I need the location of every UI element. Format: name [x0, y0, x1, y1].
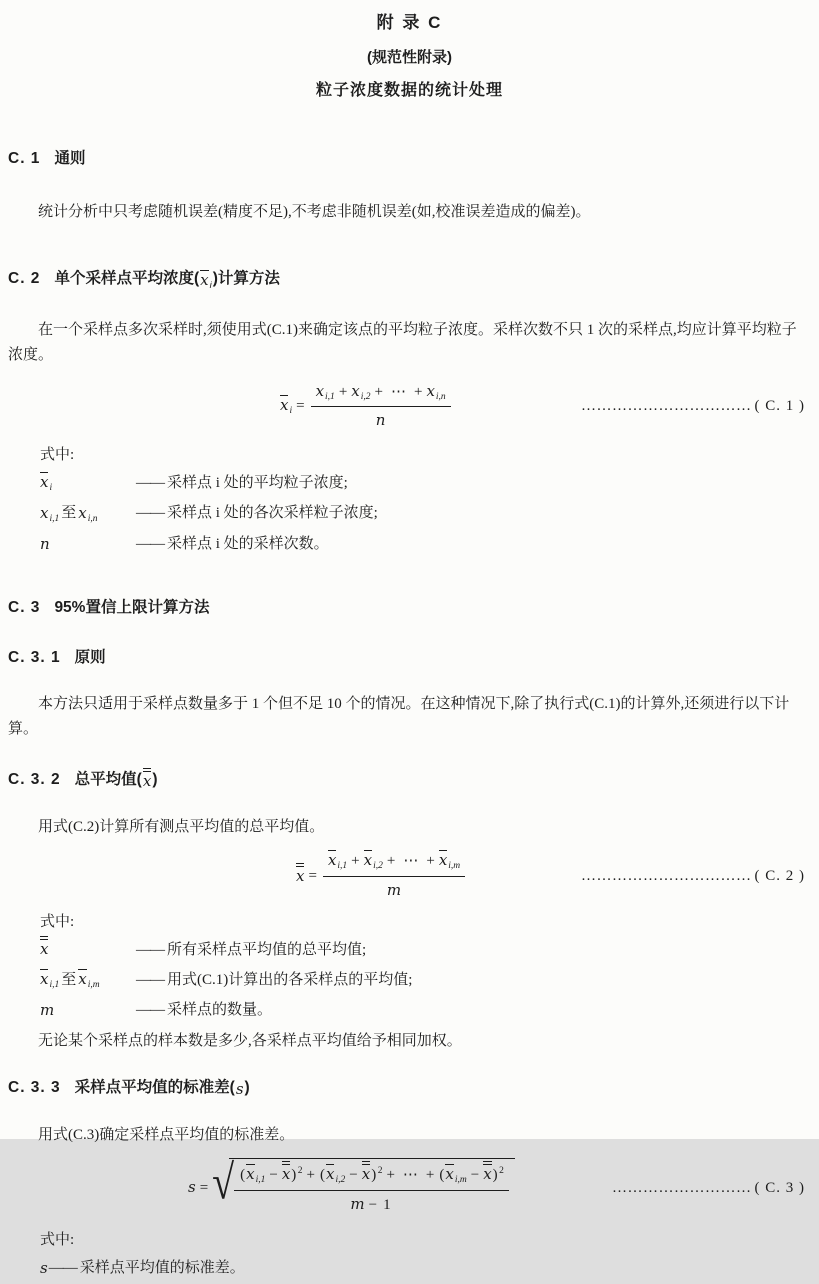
- formula-c2: x = $\frac{x_{i,1} + x_{i,2} + \cdots + x_{i,m}}{m}$: [296, 850, 467, 903]
- section-c31-paragraph: 本方法只适用于采样点数量多于 1 个但不足 10 个的情况。在这种情况下,除了执行式(C.1)的计算外,还须进行以下计算。: [8, 695, 790, 737]
- definition-symbol: $x_i$: [40, 472, 53, 493]
- appendix-name: 粒子浓度数据的统计处理: [315, 81, 503, 99]
- section-c1-paragraph: 统计分析中只考虑随机误差(精度不足),不考虑非随机误差(如,校准误差造成的偏差)。: [38, 203, 591, 220]
- definition-symbol: $x_{i,1}$ 至 $x_{i,m}$: [40, 969, 100, 990]
- formula-c3: s = √ $\frac{(x_{i,1} - x) ^2 + (x_{i,2} - x) ^2 + \cdots + (x_{i,m} - x) ^2}{m - 1}$: [188, 1160, 515, 1217]
- dotted-leader: ………………………: [612, 1179, 752, 1196]
- definition-row: [8, 529, 811, 560]
- section-c1-title: 通则: [54, 150, 86, 168]
- section-c3-number: C. 3: [8, 598, 41, 616]
- definition-description: 采样点 i 处的各次采样粒子浓度;: [167, 505, 378, 522]
- section-c3-title: 95%置信上限计算方法: [54, 598, 210, 616]
- definition-description: 采样点 i 处的采样次数。: [167, 536, 329, 553]
- section-c32-heading: [8, 768, 811, 792]
- appendix-title: 附 录 C: [376, 13, 443, 32]
- definition-dash: ——: [136, 505, 164, 522]
- section-c2-paragraph: 在一个采样点多次采样时,须使用式(C.1)来确定该点的平均粒子浓度。采样次数不只 1 次的采样点,均应计算平均粒子浓度。: [8, 322, 797, 364]
- section-c31-number: C. 3. 1: [8, 648, 61, 666]
- formula-c3-leader-tag: [612, 1177, 805, 1200]
- section-c33-paragraph: 用式(C.3)确定采样点平均值的标准差。: [38, 1127, 295, 1144]
- formula-c1-leader-tag: [581, 395, 805, 418]
- section-c33-number: C. 3. 3: [8, 1078, 61, 1096]
- section-c1-number: C. 1: [8, 150, 41, 168]
- definition-symbol: x: [40, 935, 136, 965]
- appendix-title-block: [8, 10, 811, 103]
- definition-dash: ——: [136, 474, 164, 491]
- definition-dash: ——: [136, 1002, 164, 1019]
- definition-symbol: $x_{i,1}$ 至 $x_{i,n}$: [40, 503, 98, 524]
- definition-dash: ——: [136, 941, 164, 958]
- section-c33-title: [75, 1078, 250, 1100]
- section-c2-title-pre: 单个采样点平均浓度(: [54, 269, 200, 287]
- definition-row: [8, 498, 811, 529]
- section-c31-heading: [8, 648, 811, 668]
- equation-tag-c3: ( C. 3 ): [754, 1179, 805, 1196]
- section-c33-title-post: ): [244, 1078, 250, 1096]
- formula-c2-row: [8, 850, 811, 903]
- where-label-c3: 式中:: [40, 1231, 75, 1248]
- definition-description: 采样点的数量。: [167, 1002, 273, 1019]
- section-c33-heading: [8, 1078, 811, 1100]
- grand-mean-symbol-inline: x: [143, 768, 151, 792]
- section-c32-paragraph: 用式(C.2)计算所有测点平均值的总平均值。: [38, 819, 325, 836]
- formula-c2-leader-tag: [581, 865, 805, 888]
- definition-row: [8, 468, 811, 498]
- section-c2-title: [54, 269, 279, 291]
- section-c1-heading: [8, 149, 811, 169]
- section-c32-title: [75, 768, 158, 792]
- section-c2-number: C. 2: [8, 269, 41, 287]
- definition-row: [8, 1253, 811, 1284]
- equal-weight-note: 无论某个采样点的样本数是多少,各采样点平均值给予相同加权。: [38, 1032, 462, 1049]
- where-label-c2: 式中:: [40, 913, 75, 930]
- dotted-leader: ……………………………: [581, 398, 752, 415]
- definition-description: 所有采样点平均值的总平均值;: [167, 941, 367, 958]
- formula-c3-row: [8, 1154, 811, 1217]
- definition-symbol: n: [40, 534, 50, 553]
- section-c32-title-post: ): [152, 770, 158, 788]
- formula-c1: $x_i$ = $\frac{x_{i,1} + x_{i,2} + \cdots + x_{i,n}}{n}$: [280, 380, 453, 434]
- definition-description: 采样点 i 处的平均粒子浓度;: [167, 474, 348, 491]
- definition-dash: ——: [136, 536, 164, 553]
- equation-tag-c1: ( C. 1 ): [754, 398, 805, 415]
- dotted-leader: ……………………………: [581, 867, 752, 884]
- definition-symbol: s: [40, 1258, 48, 1277]
- where-label-c1: 式中:: [40, 446, 75, 463]
- definition-dash: ——: [48, 1260, 77, 1277]
- section-c33-title-pre: 采样点平均值的标准差(: [74, 1078, 235, 1096]
- definition-dash: ——: [136, 971, 164, 988]
- definition-symbol: m: [40, 1000, 55, 1019]
- definition-row: [8, 965, 811, 995]
- formula-c1-row: [8, 380, 811, 434]
- appendix-subtitle: (规范性附录): [367, 49, 452, 67]
- definition-row: [8, 995, 811, 1026]
- section-c31-title: 原则: [74, 648, 106, 666]
- stddev-symbol-inline: s: [235, 1079, 244, 1098]
- section-c2-heading: [8, 269, 811, 291]
- definition-description: 用式(C.1)计算出的各采样点的平均值;: [167, 971, 413, 988]
- definition-row: [8, 935, 811, 965]
- section-c3-heading: [8, 598, 811, 618]
- section-c32-title-pre: 总平均值(: [74, 770, 142, 788]
- mean-symbol-inline: $x_i$: [200, 270, 212, 291]
- equation-tag-c2: ( C. 2 ): [754, 867, 805, 884]
- definition-description: 采样点平均值的标准差。: [79, 1260, 245, 1277]
- section-c2-title-post: )计算方法: [212, 269, 280, 287]
- section-c32-number: C. 3. 2: [8, 770, 61, 788]
